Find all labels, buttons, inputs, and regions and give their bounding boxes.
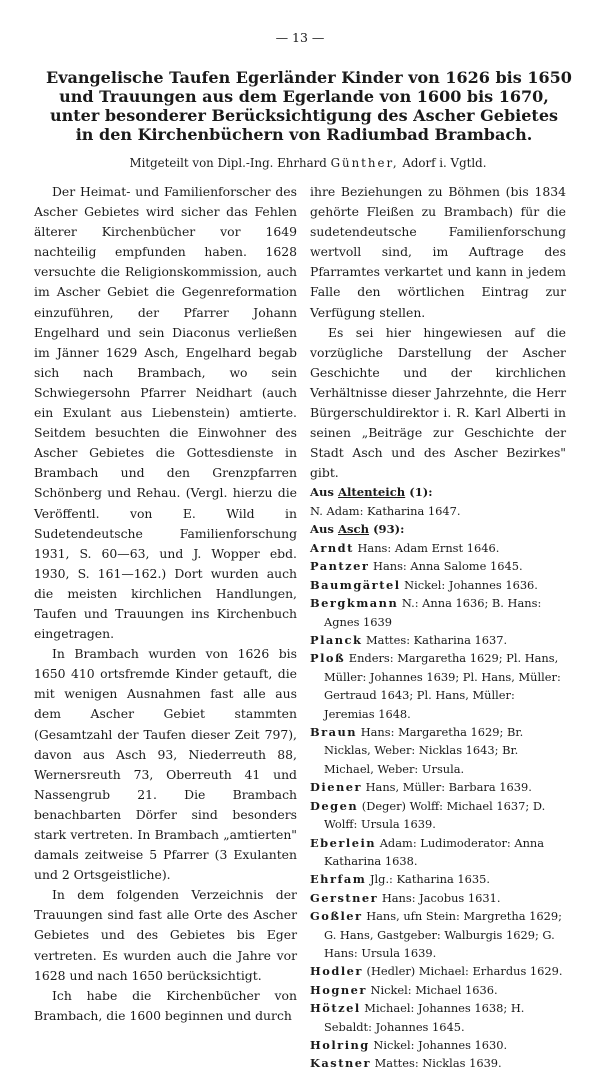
entry-details: Hans: Jacobus 1631. xyxy=(381,890,501,905)
left-column xyxy=(34,182,297,1026)
register-entry: N. Adam: Katharina 1647. xyxy=(310,504,461,518)
byline-suffix: Adorf i. Vgtld. xyxy=(402,156,487,170)
entry-surname: Gerstner xyxy=(310,890,379,905)
entry-details: Nickel: Johannes 1630. xyxy=(373,1037,508,1052)
entry-details: Hans: Anna Salome 1645. xyxy=(373,559,523,574)
entry-surname: Hogner xyxy=(310,982,367,997)
entry-details: Nickel: Michael 1636. xyxy=(370,982,498,997)
article-title xyxy=(46,68,572,144)
entry-details: Hans: Adam Ernst 1646. xyxy=(357,541,500,555)
entry-surname: Goßler xyxy=(310,909,363,924)
register-entry xyxy=(310,576,566,594)
entry-surname: Bergkmann xyxy=(310,596,399,611)
page-number: — 13 — xyxy=(275,30,325,45)
register-entry xyxy=(310,723,566,778)
register-entry xyxy=(310,999,566,1036)
paragraph: In dem folgenden Verzeichnis der Trauungen sind fast alle Orte des Ascher Gebietes und des Gebietes bis Eger vertreten. Es wurden auch die Jahre vor 1628 und nach 1650 berücksichtigt. xyxy=(34,887,297,983)
title-line: unter besonderer Berücksichtigung des Ascher Gebietes xyxy=(49,106,558,125)
entry-surname: Diener xyxy=(310,780,362,795)
register-entry xyxy=(310,594,566,631)
entry-details: Michael: Johannes 1638; H. Sebaldt: Johannes 1645. xyxy=(324,1001,525,1034)
entry-details: Adam: Ludimoderator: Anna Katharina 1638. xyxy=(324,835,545,868)
entry-surname: Kastner xyxy=(310,1056,371,1071)
entry-surname: Degen xyxy=(310,798,359,813)
paragraph: Ich habe die Kirchenbücher von Brambach, die 1600 beginnen und durch xyxy=(34,987,297,1023)
entry-surname: Baumgärtel xyxy=(310,577,401,592)
entry-surname: Holring xyxy=(310,1037,370,1052)
entry-surname: Pantzer xyxy=(310,559,370,574)
entry-details: Mattes: Nicklas 1639. xyxy=(374,1056,502,1071)
section-place: Altenteich xyxy=(338,485,406,500)
register-entry xyxy=(310,649,566,723)
entry-surname: Hötzel xyxy=(310,1001,361,1016)
section-count: (1): xyxy=(409,485,433,500)
entry-details: Nickel: Johannes 1636. xyxy=(404,577,538,592)
register-entry xyxy=(310,889,566,907)
register-entry xyxy=(310,631,566,649)
byline-prefix: Mitgeteilt von Dipl.-Ing. Ehrhard xyxy=(129,156,327,170)
section-heading-asch xyxy=(310,520,566,539)
register-entry xyxy=(310,778,566,796)
register-entry xyxy=(310,1054,566,1072)
entry-details: Jlg.: Katharina 1635. xyxy=(369,872,490,887)
register-entries xyxy=(310,539,566,1073)
title-line: in den Kirchenbüchern von Radiumbad Brambach. xyxy=(75,125,533,144)
register-entry xyxy=(310,981,566,999)
register-entry xyxy=(310,834,566,871)
section-prefix: Aus xyxy=(310,485,334,500)
title-line: und Trauungen aus dem Egerlande von 1600 bis 1670, xyxy=(59,87,549,106)
title-line: Evangelische Taufen Egerländer Kinder von 1626 bis 1650 xyxy=(46,68,572,87)
paragraph: In Brambach wurden von 1626 bis 1650 410 ortsfremde Kinder getauft, die mit wenigen Ausnahmen fast alle aus dem Ascher Gebiet stammten (Gesamtzahl der Taufen dieser Zeit 797), davon aus Asch 93, Niederreuth 88, Wernersreuth 73, Oberreuth 41 und Nassengrub 21. Die Brambach benachbarten Dörfer sind besonders stark vertreten. In Brambach „amtierten" damals zeitweise 5 Pfarrer (3 Exulanten und 2 Ortsgeistliche). xyxy=(34,646,297,883)
register-entry xyxy=(310,962,566,980)
entry-surname: Ploß xyxy=(310,651,346,666)
entry-details: Mattes: Katharina 1637. xyxy=(366,633,508,648)
register-entry xyxy=(310,557,566,575)
entry-surname: Eberlein xyxy=(310,835,377,850)
section-prefix: Aus xyxy=(310,522,334,537)
register-entry xyxy=(310,539,566,557)
entry-details: N.: Anna 1636; B. Hans: Agnes 1639 xyxy=(324,596,542,629)
section-place: Asch xyxy=(338,522,370,537)
entry-surname: Planck xyxy=(310,633,363,648)
paragraph: Der Heimat- und Familienforscher des Ascher Gebietes wird sicher das Fehlen älterer Kirchenbücher vor 1649 nachteilig empfunden haben. 1628 versuchte die Religionskommission, auch im Ascher Gebiet die Gegenreformation einzuführen, der Pfarrer Johann Engelhard und sein Diaconus verließen im Jänner 1629 Asch, Engelhard begab sich nach Brambach, wo sein Schwiegersohn Pfarrer Neidhart (auch ein Exulant aus Liebenstein) amtierte. Seitdem besuchten die Einwohner des Ascher Gebietes die Gottesdienste in Brambach und den Grenzpfarren Schönberg und Rehau. (Vergl. hierzu die Veröffentl. von E. Wild in Sudetendeutsche Familienforschung 1931, S. 60—63, und J. Wopper ebd. 1930, S. 161—162.) Dort wurden auch die meisten kirchlichen Handlungen, Taufen und Trauungen ins Kirchenbuch eingetragen. xyxy=(34,184,297,642)
section-count: (93): xyxy=(373,522,405,537)
register-entry xyxy=(310,797,566,834)
register-entry xyxy=(310,907,566,962)
entry-details: Hans, ufn Stein: Margretha 1629; G. Hans, Gastgeber: Walburgis 1629; G. Hans: Ursula 1639. xyxy=(324,909,562,960)
byline-author: Günther, xyxy=(330,156,399,170)
entry-details: (Deger) Wolff: Michael 1637; D. Wolff: Ursula 1639. xyxy=(324,798,546,832)
entry-surname: Hodler xyxy=(310,964,363,979)
register-entry xyxy=(310,870,566,888)
register-entry xyxy=(310,1036,566,1054)
entry-details: Enders: Margaretha 1629; Pl. Hans, Müller: Johannes 1639; Pl. Hans, Müller: Gertraud 1643; Pl. Hans, Müller: Jeremias 1648. xyxy=(324,651,561,721)
paragraph: Es sei hier hingewiesen auf die vorzügliche Darstellung der Ascher Geschichte und der kirchlichen Verhältnisse dieser Jahrzehnte, die Herr Bürgerschuldirektor i. R. Karl Alberti in seinen „Beiträge zur Geschichte der Stadt Asch und des Ascher Bezirkes" gibt. xyxy=(310,324,566,481)
entry-surname: Arndt xyxy=(310,541,354,555)
entry-surname: Ehrfam xyxy=(310,872,367,887)
entry-details: Hans, Müller: Barbara 1639. xyxy=(365,780,532,795)
entry-details: Hans: Margaretha 1629; Br. Nicklas, Weber: Nicklas 1643; Br. Michael, Weber: Ursula. xyxy=(324,725,524,776)
paragraph: ihre Beziehungen zu Böhmen (bis 1834 gehörte Fleißen zu Brambach) für die sudetendeutsche Familienforschung wertvoll sind, im Auftrage des Pfarramtes verkartet und kann in jedem Falle den wörtlichen Eintrag zur Verfügung stellen. xyxy=(310,184,566,320)
entry-details: (Hedler) Michael: Erhardus 1629. xyxy=(366,964,563,979)
section-heading-altenteich xyxy=(310,483,566,502)
byline xyxy=(58,154,558,172)
right-column xyxy=(310,182,566,1073)
entry-surname: Braun xyxy=(310,725,358,740)
